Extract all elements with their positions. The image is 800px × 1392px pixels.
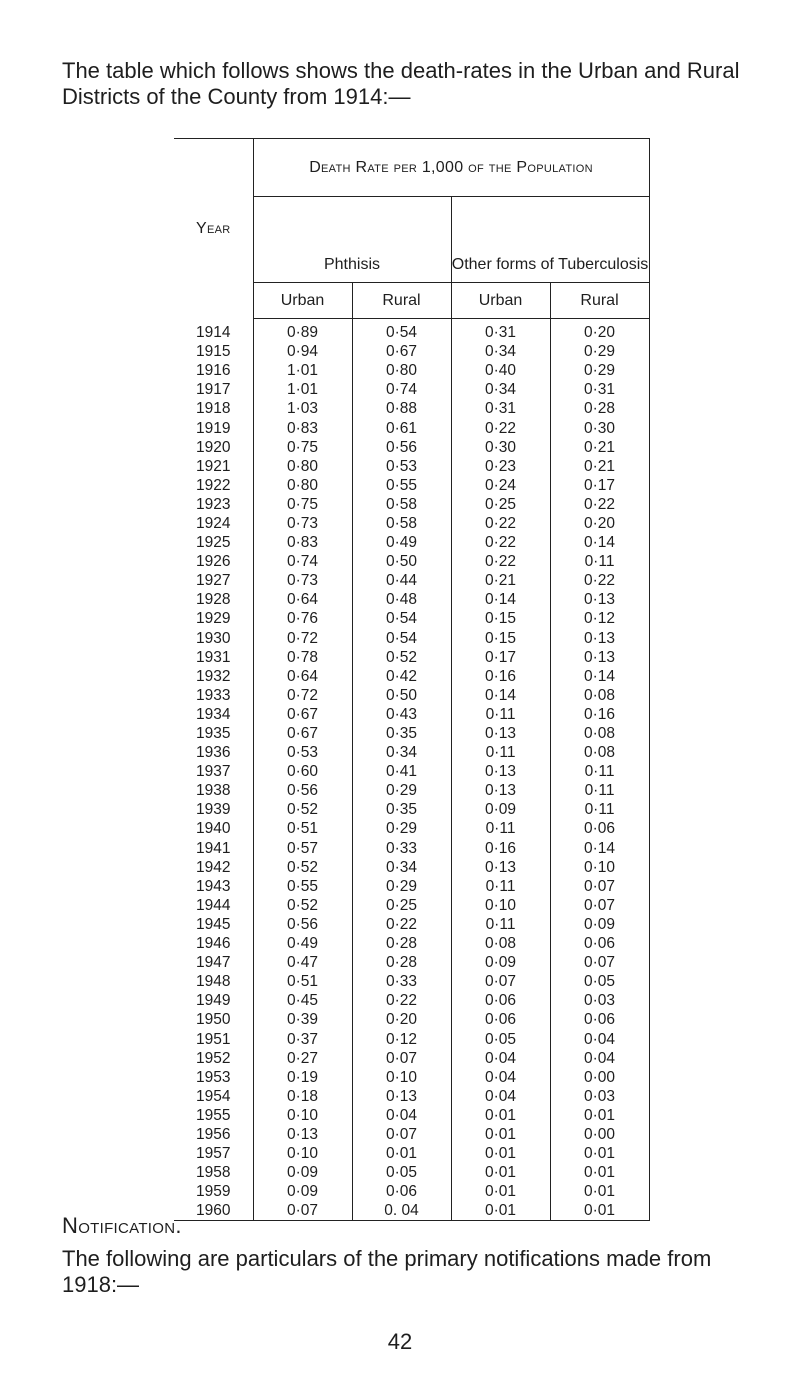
rate-cell: 0·13	[451, 724, 550, 743]
rate-cell: 0·47	[253, 953, 352, 972]
table-row	[174, 819, 649, 838]
rate-cell: 0·67	[253, 724, 352, 743]
table-row	[174, 934, 649, 953]
rate-cell: 0·22	[550, 495, 649, 514]
rate-cell: 0·11	[451, 743, 550, 762]
rate-cell: 0·06	[550, 819, 649, 838]
rate-cell: 0·25	[352, 896, 451, 915]
year-cell: 1938	[196, 782, 231, 800]
table-row	[174, 609, 649, 628]
rate-cell: 0·09	[451, 800, 550, 819]
rate-cell: 0·08	[550, 686, 649, 705]
rate-cell: 0·22	[451, 418, 550, 437]
rate-cell: 0·06	[550, 934, 649, 953]
rate-cell: 0·14	[451, 590, 550, 609]
rate-cell: 0·01	[352, 1144, 451, 1163]
rate-cell: 0·64	[253, 667, 352, 686]
year-cell: 1927	[196, 572, 231, 590]
year-cell: 1918	[196, 400, 231, 418]
rate-cell: 0·28	[352, 953, 451, 972]
rate-cell: 0·29	[550, 361, 649, 380]
year-cell: 1919	[196, 419, 231, 437]
year-cell: 1930	[196, 629, 231, 647]
table-row	[174, 514, 649, 533]
rate-cell: 0·45	[253, 991, 352, 1010]
year-cell: 1943	[196, 877, 231, 895]
table-row	[174, 342, 649, 361]
rate-cell: 0·03	[550, 1087, 649, 1106]
rate-cell: 0·01	[451, 1163, 550, 1182]
year-cell: 1928	[196, 591, 231, 609]
rate-cell: 0·78	[253, 648, 352, 667]
rate-cell: 0·00	[550, 1125, 649, 1144]
rate-cell: 0·55	[352, 476, 451, 495]
rate-cell: 0·19	[253, 1068, 352, 1087]
rate-cell: 0·01	[550, 1182, 649, 1201]
rate-cell: 0·54	[352, 629, 451, 648]
table-row	[174, 552, 649, 571]
rate-cell: 0·16	[451, 839, 550, 858]
rate-cell: 0·29	[352, 819, 451, 838]
year-header: Year	[174, 139, 253, 319]
rate-cell: 0·67	[253, 705, 352, 724]
rate-cell: 0·67	[352, 342, 451, 361]
table-row	[174, 667, 649, 686]
rate-cell: 0·31	[451, 399, 550, 418]
table-row	[174, 1068, 649, 1087]
rate-cell: 0·11	[451, 877, 550, 896]
year-cell: 1959	[196, 1183, 231, 1201]
table-row	[174, 1201, 649, 1221]
rate-cell: 0·34	[352, 743, 451, 762]
rate-cell: 0·01	[451, 1125, 550, 1144]
rate-cell: 0·37	[253, 1029, 352, 1048]
rate-cell: 0·56	[352, 438, 451, 457]
rate-cell: 0·39	[253, 1010, 352, 1029]
rate-cell: 0·12	[352, 1029, 451, 1048]
rate-cell: 0·21	[451, 571, 550, 590]
table-row	[174, 991, 649, 1010]
year-cell: 1917	[196, 381, 231, 399]
other-urban-header: Urban	[451, 283, 550, 319]
rate-cell: 0·25	[451, 495, 550, 514]
year-cell: 1940	[196, 820, 231, 838]
rate-cell: 0·10	[550, 858, 649, 877]
rate-cell: 0·09	[550, 915, 649, 934]
rate-cell: 0·54	[352, 609, 451, 628]
rate-cell: 0·52	[253, 800, 352, 819]
rate-cell: 0·33	[352, 839, 451, 858]
table-row	[174, 457, 649, 476]
table-row	[174, 361, 649, 380]
rate-cell: 0·06	[451, 991, 550, 1010]
rate-cell: 0·22	[550, 571, 649, 590]
rate-cell: 0·01	[451, 1106, 550, 1125]
rate-cell: 0·10	[352, 1068, 451, 1087]
table-row	[174, 571, 649, 590]
rate-cell: 0·05	[550, 972, 649, 991]
rate-cell: 0·29	[352, 781, 451, 800]
table-row	[174, 648, 649, 667]
rate-cell: 0·22	[451, 552, 550, 571]
rate-cell: 0·04	[451, 1049, 550, 1068]
rate-cell: 0·04	[550, 1029, 649, 1048]
rate-cell: 0·55	[253, 877, 352, 896]
table-row	[174, 743, 649, 762]
rate-cell: 0·88	[352, 399, 451, 418]
table-row	[174, 418, 649, 437]
rate-cell: 0·15	[451, 629, 550, 648]
rate-cell: 0·13	[550, 590, 649, 609]
year-cell: 1915	[196, 343, 231, 361]
rate-cell: 0·01	[451, 1182, 550, 1201]
rate-cell: 0·17	[451, 648, 550, 667]
rate-cell: 0·10	[253, 1106, 352, 1125]
rate-cell: 0·07	[352, 1049, 451, 1068]
rate-cell: 0·72	[253, 629, 352, 648]
year-cell: 1941	[196, 839, 231, 857]
year-cell: 1923	[196, 495, 231, 513]
rate-cell: 0·27	[253, 1049, 352, 1068]
table-row	[174, 1144, 649, 1163]
table-row	[174, 1010, 649, 1029]
rate-cell: 0·07	[451, 972, 550, 991]
rate-cell: 0·53	[253, 743, 352, 762]
rate-cell: 0·52	[253, 896, 352, 915]
rate-cell: 0·03	[550, 991, 649, 1010]
rate-cell: 0·13	[451, 762, 550, 781]
rate-cell: 0·08	[550, 743, 649, 762]
table-row	[174, 1029, 649, 1048]
year-cell: 1945	[196, 915, 231, 933]
table-row	[174, 724, 649, 743]
year-cell: 1948	[196, 973, 231, 991]
rate-cell: 0·16	[550, 705, 649, 724]
phthisis-urban-header: Urban	[253, 283, 352, 319]
rate-cell: 0·29	[550, 342, 649, 361]
rate-cell: 0·80	[253, 476, 352, 495]
rate-cell: 0·75	[253, 495, 352, 514]
rate-cell: 0·16	[451, 667, 550, 686]
table-row	[174, 590, 649, 609]
rate-cell: 0·04	[451, 1068, 550, 1087]
year-cell: 1920	[196, 438, 231, 456]
rate-cell: 0·11	[451, 915, 550, 934]
year-cell: 1960	[174, 1201, 253, 1221]
rate-cell: 0·00	[550, 1068, 649, 1087]
rate-cell: 0·50	[352, 686, 451, 705]
year-cell: 1936	[196, 744, 231, 762]
rate-cell: 0·42	[352, 667, 451, 686]
year-cell: 1944	[196, 896, 231, 914]
rate-cell: 0·07	[550, 896, 649, 915]
table-row	[174, 781, 649, 800]
rate-cell: 0·21	[550, 438, 649, 457]
rate-cell: 0·74	[352, 380, 451, 399]
year-cell: 1921	[196, 457, 231, 475]
table-row	[174, 476, 649, 495]
rate-cell: 0·54	[352, 319, 451, 343]
rate-cell: 0·73	[253, 514, 352, 533]
year-cell: 1947	[196, 954, 231, 972]
table-row	[174, 972, 649, 991]
rate-cell: 0·10	[451, 896, 550, 915]
year-cell: 1922	[196, 476, 231, 494]
table-row	[174, 1106, 649, 1125]
rate-cell: 0·28	[352, 934, 451, 953]
rate-cell: 0·01	[451, 1144, 550, 1163]
rate-cell: 1·01	[253, 380, 352, 399]
rate-cell: 0·58	[352, 495, 451, 514]
rate-cell: 0·07	[550, 953, 649, 972]
table-row	[174, 800, 649, 819]
year-cell: 1932	[196, 667, 231, 685]
year-cell: 1952	[196, 1049, 231, 1067]
rate-cell: 0·31	[451, 319, 550, 343]
table-row	[174, 896, 649, 915]
year-cell: 1925	[196, 534, 231, 552]
rate-cell: 0·01	[550, 1163, 649, 1182]
year-cell: 1954	[196, 1087, 231, 1105]
rate-cell: 0·61	[352, 418, 451, 437]
year-cell: 1931	[196, 648, 231, 666]
year-cell: 1958	[196, 1164, 231, 1182]
notification-heading: Notification.	[62, 1213, 182, 1238]
table-row	[174, 762, 649, 781]
table-row	[174, 533, 649, 552]
rate-cell: 0·08	[451, 934, 550, 953]
rate-cell: 0·49	[352, 533, 451, 552]
table-row	[174, 629, 649, 648]
rate-cell: 0·30	[550, 418, 649, 437]
rate-cell: 0·01	[550, 1144, 649, 1163]
rate-cell: 0·01	[550, 1201, 649, 1221]
rate-cell: 0·01	[451, 1201, 550, 1221]
rate-cell: 0·56	[253, 781, 352, 800]
year-cell: 1933	[196, 686, 231, 704]
rate-cell: 0·40	[451, 361, 550, 380]
rate-cell: 0·43	[352, 705, 451, 724]
year-cell: 1957	[196, 1145, 231, 1163]
table-row	[174, 1087, 649, 1106]
rate-cell: 0·76	[253, 609, 352, 628]
rate-cell: 0·09	[253, 1163, 352, 1182]
rate-cell: 0·51	[253, 972, 352, 991]
rate-cell: 0·14	[550, 667, 649, 686]
year-cell: 1914	[196, 323, 231, 341]
rate-cell: 0·04	[451, 1087, 550, 1106]
year-cell: 1946	[196, 935, 231, 953]
rate-cell: 0·75	[253, 438, 352, 457]
rate-cell: 0·94	[253, 342, 352, 361]
year-cell: 1949	[196, 992, 231, 1010]
year-cell: 1942	[196, 858, 231, 876]
rate-cell: 0·33	[352, 972, 451, 991]
death-rate-table	[174, 138, 650, 1221]
year-cell: 1955	[196, 1106, 231, 1124]
rate-cell: 0·14	[550, 839, 649, 858]
rate-cell: 0·58	[352, 514, 451, 533]
rate-cell: 0·11	[550, 781, 649, 800]
year-cell: 1926	[196, 553, 231, 571]
rate-cell: 0·09	[253, 1182, 352, 1201]
rate-cell: 0·21	[550, 457, 649, 476]
rate-cell: 0·80	[253, 457, 352, 476]
rate-cell: 0·74	[253, 552, 352, 571]
rate-cell: 0·29	[352, 877, 451, 896]
rate-cell: 0·13	[550, 629, 649, 648]
table-row	[174, 1125, 649, 1144]
rate-cell: 0·17	[550, 476, 649, 495]
year-cell: 1935	[196, 725, 231, 743]
notification-text: The following are particulars of the primary notifications made from 1918:—	[62, 1246, 712, 1297]
rate-cell: 0·80	[352, 361, 451, 380]
year-cell: 1953	[196, 1068, 231, 1086]
rate-cell: 0·52	[352, 648, 451, 667]
rate-cell: 0·08	[550, 724, 649, 743]
rate-cell: 0·11	[451, 819, 550, 838]
rate-cell: 0·73	[253, 571, 352, 590]
rate-cell: 0·13	[253, 1125, 352, 1144]
rate-cell: 0·12	[550, 609, 649, 628]
table-row	[174, 1163, 649, 1182]
rate-cell: 0·20	[550, 514, 649, 533]
year-cell: 1934	[196, 705, 231, 723]
rate-cell: 0·06	[550, 1010, 649, 1029]
death-rate-group-header: Death Rate per 1,000 of the Population	[253, 139, 649, 197]
rate-cell: 0. 04	[352, 1201, 451, 1221]
table-row	[174, 438, 649, 457]
rate-cell: 0·44	[352, 571, 451, 590]
rate-cell: 0·14	[550, 533, 649, 552]
rate-cell: 0·13	[451, 781, 550, 800]
rate-cell: 1·01	[253, 361, 352, 380]
rate-cell: 0·11	[550, 800, 649, 819]
rate-cell: 0·34	[451, 380, 550, 399]
year-cell: 1916	[196, 362, 231, 380]
rate-cell: 0·11	[550, 762, 649, 781]
rate-cell: 0·34	[352, 858, 451, 877]
rate-cell: 0·35	[352, 724, 451, 743]
rate-cell: 0·83	[253, 418, 352, 437]
rate-cell: 0·35	[352, 800, 451, 819]
rate-cell: 0·34	[451, 342, 550, 361]
rate-cell: 0·18	[253, 1087, 352, 1106]
table-row	[174, 839, 649, 858]
other-tuberculosis-header: Other forms of Tuberculosis	[451, 197, 649, 283]
rate-cell: 0·64	[253, 590, 352, 609]
table-row	[174, 319, 649, 343]
rate-cell: 0·07	[352, 1125, 451, 1144]
rate-cell: 0·15	[451, 609, 550, 628]
year-cell: 1929	[196, 610, 231, 628]
table-row	[174, 686, 649, 705]
rate-cell: 0·23	[451, 457, 550, 476]
rate-cell: 0·22	[352, 991, 451, 1010]
rate-cell: 0·11	[451, 705, 550, 724]
year-cell: 1937	[196, 763, 231, 781]
rate-cell: 0·30	[451, 438, 550, 457]
table-row	[174, 1182, 649, 1201]
rate-cell: 0·28	[550, 399, 649, 418]
rate-cell: 0·31	[550, 380, 649, 399]
table-row	[174, 495, 649, 514]
rate-cell: 0·20	[550, 319, 649, 343]
rate-cell: 0·14	[451, 686, 550, 705]
rate-cell: 0·22	[352, 915, 451, 934]
rate-cell: 0·48	[352, 590, 451, 609]
rate-cell: 0·07	[253, 1201, 352, 1221]
rate-cell: 0·50	[352, 552, 451, 571]
table-row	[174, 705, 649, 724]
rate-cell: 0·56	[253, 915, 352, 934]
rate-cell: 0·11	[550, 552, 649, 571]
year-cell: 1951	[196, 1030, 231, 1048]
rate-cell: 0·24	[451, 476, 550, 495]
rate-cell: 0·01	[550, 1106, 649, 1125]
rate-cell: 0·04	[550, 1049, 649, 1068]
rate-cell: 0·49	[253, 934, 352, 953]
rate-cell: 0·57	[253, 839, 352, 858]
phthisis-rural-header: Rural	[352, 283, 451, 319]
rate-cell: 0·41	[352, 762, 451, 781]
other-rural-header: Rural	[550, 283, 649, 319]
rate-cell: 0·06	[352, 1182, 451, 1201]
year-cell: 1956	[196, 1125, 231, 1143]
rate-cell: 0·04	[352, 1106, 451, 1125]
phthisis-header: Phthisis	[253, 197, 451, 283]
rate-cell: 0·89	[253, 319, 352, 343]
page-number: 42	[387, 1329, 413, 1354]
rate-cell: 1·03	[253, 399, 352, 418]
table-row	[174, 399, 649, 418]
rate-cell: 0·22	[451, 514, 550, 533]
rate-cell: 0·51	[253, 819, 352, 838]
rate-cell: 0·20	[352, 1010, 451, 1029]
table-body	[174, 319, 649, 1221]
table-row	[174, 1049, 649, 1068]
year-cell: 1950	[196, 1011, 231, 1029]
rate-cell: 0·06	[451, 1010, 550, 1029]
rate-cell: 0·13	[352, 1087, 451, 1106]
rate-cell: 0·13	[550, 648, 649, 667]
rate-cell: 0·09	[451, 953, 550, 972]
rate-cell: 0·22	[451, 533, 550, 552]
table-row	[174, 915, 649, 934]
year-cell: 1939	[196, 801, 231, 819]
rate-cell: 0·52	[253, 858, 352, 877]
rate-cell: 0·05	[352, 1163, 451, 1182]
rate-cell: 0·60	[253, 762, 352, 781]
table-row	[174, 858, 649, 877]
rate-cell: 0·83	[253, 533, 352, 552]
table-row	[174, 380, 649, 399]
table-row	[174, 953, 649, 972]
rate-cell: 0·13	[451, 858, 550, 877]
rate-cell: 0·05	[451, 1029, 550, 1048]
rate-cell: 0·72	[253, 686, 352, 705]
intro-paragraph: The table which follows shows the death-rates in the Urban and Rural Districts of the County from 1914:—	[62, 58, 740, 109]
rate-cell: 0·07	[550, 877, 649, 896]
rate-cell: 0·53	[352, 457, 451, 476]
year-cell: 1924	[196, 514, 231, 532]
rate-cell: 0·10	[253, 1144, 352, 1163]
table-row	[174, 877, 649, 896]
